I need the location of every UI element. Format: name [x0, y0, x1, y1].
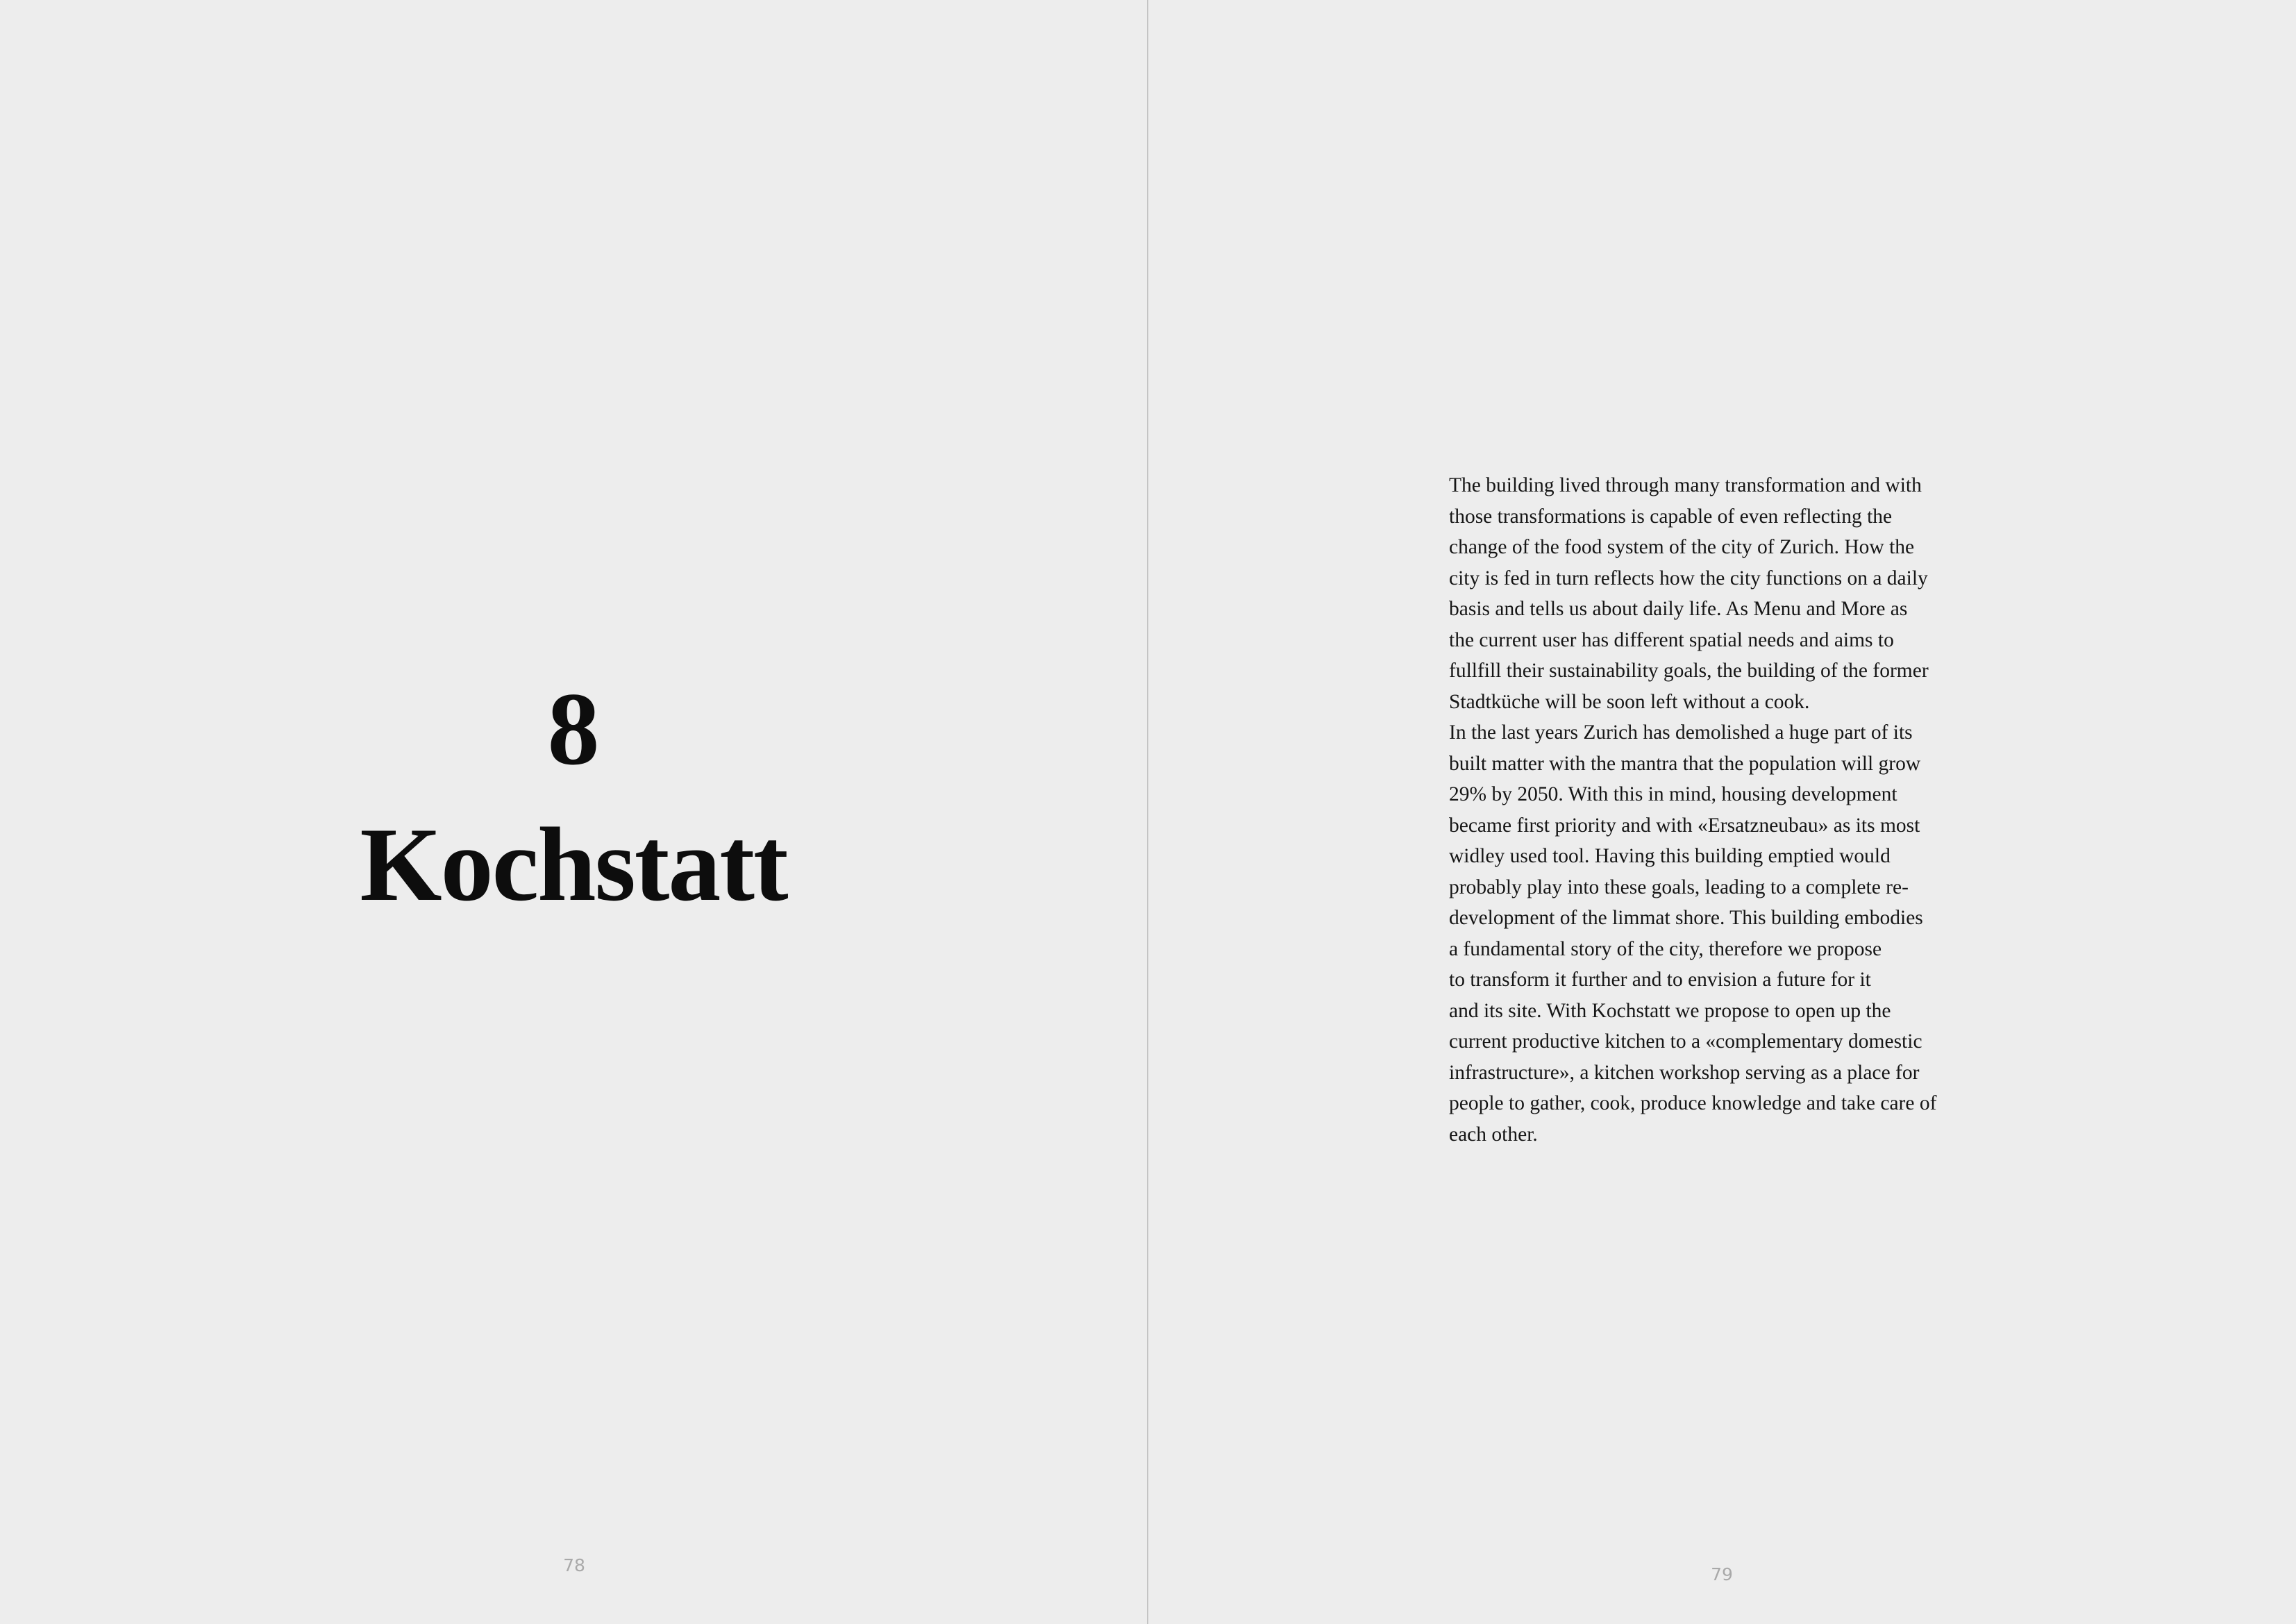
- text-line: city is fed in turn reflects how the city functions on a daily: [1449, 567, 1928, 589]
- text-line: current productive kitchen to a «complementary domestic: [1449, 1030, 1922, 1053]
- chapter-title: Kochstatt: [360, 806, 787, 923]
- text-line: fullfill their sustainability goals, the building of the former: [1449, 660, 1929, 682]
- body-text: [1449, 470, 1991, 1150]
- page-number-right: 79: [1711, 1564, 1733, 1584]
- text-line: the current user has different spatial needs and aims to: [1449, 628, 1894, 651]
- text-line: to transform it further and to envision a future for it: [1449, 969, 1871, 991]
- text-line: development of the limmat shore. This building embodies: [1449, 907, 1923, 929]
- right-page: [1148, 0, 2296, 1624]
- text-line: The building lived through many transformation and with: [1449, 474, 1922, 496]
- text-line: each other.: [1449, 1123, 1538, 1146]
- text-line: built matter with the mantra that the population will grow: [1449, 752, 1921, 775]
- text-line: a fundamental story of the city, therefore we propose: [1449, 937, 1882, 960]
- text-line: probably play into these goals, leading to a complete re-: [1449, 876, 1909, 898]
- text-line: 29% by 2050. With this in mind, housing development: [1449, 783, 1897, 805]
- text-line: people to gather, cook, produce knowledge and take care of: [1449, 1092, 1937, 1114]
- text-line: became first priority and with «Ersatzneubau» as its most: [1449, 814, 1920, 837]
- text-line: In the last years Zurich has demolished a huge part of its: [1449, 721, 1913, 744]
- text-line: those transformations is capable of even reflecting the: [1449, 505, 1893, 528]
- left-page: [0, 0, 1147, 1624]
- page-number-left: 78: [563, 1555, 585, 1575]
- text-line: and its site. With Kochstatt we propose to open up the: [1449, 999, 1891, 1022]
- text-line: widley used tool. Having this building emptied would: [1449, 845, 1891, 867]
- text-line: basis and tells us about daily life. As Menu and More as: [1449, 598, 1908, 620]
- text-line: Stadtküche will be soon left without a cook.: [1449, 690, 1810, 713]
- chapter-number: 8: [547, 671, 600, 787]
- text-line: infrastructure», a kitchen workshop serving as a place for: [1449, 1061, 1920, 1084]
- text-line: change of the food system of the city of Zurich. How the: [1449, 536, 1915, 558]
